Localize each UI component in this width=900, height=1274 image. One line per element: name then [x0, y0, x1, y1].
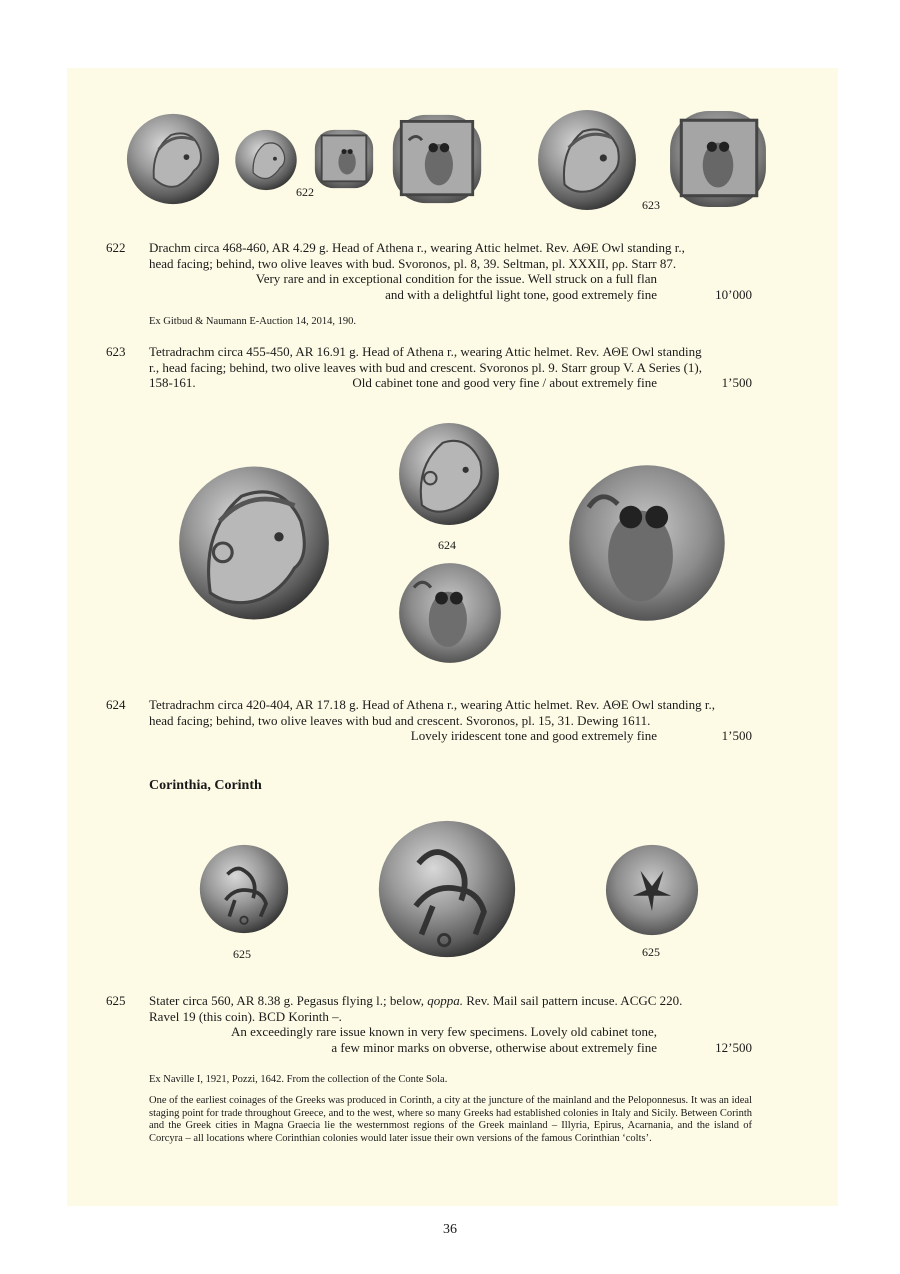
grade-line: and with a delightful light tone, good extremely fine 10’000 [385, 286, 752, 302]
owl-coin-icon [389, 112, 485, 206]
desc-line: Tetradrachm circa 420-404, AR 17.18 g. Head of Athena r., wearing Attic helmet. Rev. ΑΘΕ Owl standing r., [149, 697, 715, 712]
provenance-625: Ex Naville I, 1921, Pozzi, 1642. From the collection of the Conte Sola. [149, 1074, 448, 1085]
owl-coin-icon [312, 128, 376, 190]
lot-price-622: 10’000 [715, 286, 752, 302]
provenance-622: Ex Gitbud & Naumann E-Auction 14, 2014, 190. [149, 316, 357, 327]
grade-line: An exceedingly rare issue known in very few specimens. Lovely old cabinet tone, [231, 1024, 657, 1039]
lot-description-624 [149, 697, 752, 744]
owl-coin-icon [562, 462, 732, 624]
grade-line: Old cabinet tone and good very fine / about extremely fine [352, 375, 657, 390]
desc-line: Tetradrachm circa 455-450, AR 16.91 g. Head of Athena r., wearing Attic helmet. Rev. ΑΘΕ Owl standing [149, 344, 702, 359]
athena-head-coin-icon [536, 108, 638, 212]
lot-description-625 [149, 993, 752, 1055]
page-number: 36 [443, 1222, 457, 1237]
incuse-square-coin-icon [604, 842, 700, 938]
athena-head-coin-icon [234, 128, 298, 192]
athena-head-coin-icon [397, 418, 501, 530]
lot-description-623 [149, 344, 752, 391]
pegasus-coin-icon [198, 840, 290, 938]
athena-head-coin-icon [125, 111, 221, 207]
pegasus-coin-icon [376, 816, 518, 962]
lot-price-623: 1’500 [721, 375, 752, 390]
lot-price-625: 12’500 [715, 1039, 752, 1055]
owl-coin-icon [666, 108, 770, 210]
grade-line: a few minor marks on obverse, otherwise about extremely fine 12’500 [331, 1039, 752, 1055]
historical-note: One of the earliest coinages of the Greeks was produced in Corinth, a city at the juncture of the mainland and the Peloponnesus. It was an ideal staging point for trade throughout Greece, and to the west, where so many Greeks had established colonies in Italy and Sicily. Between Corinth and the Greek cities in Magna Graecia lie the westernmost regions of the Greek mainland – Illyria, Epirus, Acarnania, and the island of Corcyra – all locations where Corinthian colonies would later issue their own versions of the famous Corinthian ‘colts’. [149, 1095, 752, 1144]
lot-number-624: 624 [106, 697, 126, 712]
desc-line-with-grade: 158-161. Old cabinet tone and good very fine / about extremely fine 1’500 [149, 375, 752, 390]
grade-line: Lovely iridescent tone and good extremely fine 1’500 [410, 728, 752, 743]
lot-price-624: 1’500 [721, 728, 752, 743]
owl-coin-icon [394, 560, 506, 666]
desc-line: Drachm circa 468-460, AR 4.29 g. Head of Athena r., wearing Attic helmet. Rev. ΑΘΕ Owl standing r., [149, 240, 685, 255]
desc-line: Stater circa 560, AR 8.38 g. Pegasus flying l.; below, qoppa. Rev. Mail sail pattern incuse. ACGC 220. [149, 993, 683, 1008]
lot-description-622 [149, 240, 752, 302]
section-heading: Corinthia, Corinth [149, 778, 262, 793]
coin-caption-623: 623 [642, 198, 660, 212]
lot-number-623: 623 [106, 344, 126, 359]
lot-number-622: 622 [106, 240, 126, 255]
coin-caption-622: 622 [296, 185, 314, 199]
desc-line: r., head facing; behind, two olive leaves with bud and crescent. Svoronos pl. 9. Starr group V. A Series (1), [149, 359, 703, 375]
athena-head-coin-icon [176, 460, 332, 626]
desc-line: Ravel 19 (this coin). BCD Korinth –. [149, 1008, 342, 1024]
desc-line: head facing; behind, two olive leaves with bud and crescent. Svoronos, pl. 15, 31. Dewing 1611. [149, 712, 651, 728]
coin-caption-625: 625 [642, 945, 660, 959]
desc-line: head facing; behind, two olive leaves with bud. Svoronos, pl. 8, 39. Seltman, pl. XXXII, ρρ. Starr 87. [149, 255, 677, 271]
coin-caption-624: 624 [438, 538, 456, 552]
lot-number-625: 625 [106, 993, 126, 1008]
coin-caption-625: 625 [233, 947, 251, 961]
grade-line: Very rare and in exceptional condition for the issue. Well struck on a full flan [255, 271, 657, 286]
